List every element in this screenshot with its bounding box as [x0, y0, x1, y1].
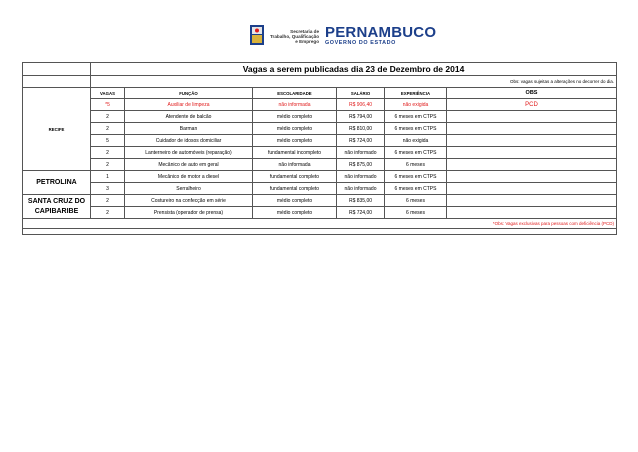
logo-line-2: Trabalho, Qualificação	[270, 33, 320, 39]
header-vagas: VAGAS	[91, 88, 125, 99]
cell-obs	[447, 159, 617, 171]
cell-obs	[447, 111, 617, 123]
header-salario: SALÁRIO	[337, 88, 385, 99]
cell-obs	[447, 183, 617, 195]
note-row	[23, 76, 617, 88]
cell-experiencia: 6 meses em CTPS	[385, 183, 447, 195]
city-petrolina: PETROLINA	[23, 171, 91, 195]
cell-obs	[447, 171, 617, 183]
table-row	[23, 159, 617, 171]
cell-obs	[447, 195, 617, 207]
cell-funcao: Mecânico de auto em geral	[125, 159, 253, 171]
logo-line-1: Secretaria de	[290, 28, 320, 34]
cell-funcao: Auxiliar de limpeza	[125, 99, 253, 111]
cell-obs: PCD	[447, 99, 617, 111]
logo-secretaria-text	[270, 29, 319, 44]
obs-note: Obs: vagas sujeitas a alterações no decorrer do dia.	[91, 76, 617, 88]
cell-escolaridade: fundamental completo	[253, 183, 337, 195]
cell-escolaridade: não informada	[253, 159, 337, 171]
cell-salario: não informado	[337, 183, 385, 195]
jobs-table	[22, 62, 617, 235]
cell-vagas: 2	[91, 159, 125, 171]
cell-obs	[447, 147, 617, 159]
table-row	[23, 111, 617, 123]
cell-escolaridade: médio completo	[253, 195, 337, 207]
cell-experiencia: 6 meses	[385, 159, 447, 171]
logo-main-text: PERNAMBUCO	[325, 24, 437, 41]
footnote-row	[23, 219, 617, 229]
cell-funcao: Cuidador de idosos domiciliar	[125, 135, 253, 147]
blank-cell	[23, 229, 617, 235]
cell-obs	[447, 123, 617, 135]
header-obs: OBS	[447, 88, 617, 99]
city-santa-cruz: SANTA CRUZ DO CAPIBARIBE	[23, 195, 91, 219]
cell-funcao: Lanterneiro de automóveis (reparação)	[125, 147, 253, 159]
header-logo	[248, 22, 436, 50]
cell-experiencia: 6 meses	[385, 207, 447, 219]
note-corner-cell	[23, 76, 91, 88]
cell-escolaridade: não informada	[253, 99, 337, 111]
cell-funcao: Barman	[125, 123, 253, 135]
table-row	[23, 183, 617, 195]
cell-salario: R$ 875,00	[337, 159, 385, 171]
header-row	[23, 88, 617, 99]
cell-vagas: 2	[91, 195, 125, 207]
cell-salario: R$ 724,00	[337, 207, 385, 219]
table-row	[23, 147, 617, 159]
cell-salario: R$ 906,40	[337, 99, 385, 111]
cell-escolaridade: fundamental incompleto	[253, 147, 337, 159]
cell-escolaridade: médio completo	[253, 111, 337, 123]
cell-funcao: Prensista (operador de prensa)	[125, 207, 253, 219]
page-title: Vagas a serem publicadas dia 23 de Dezembro de 2014	[91, 63, 617, 76]
table-row	[23, 135, 617, 147]
cell-funcao: Costureiro na confecção em série	[125, 195, 253, 207]
cell-experiencia: não exigida	[385, 135, 447, 147]
cell-escolaridade: médio completo	[253, 123, 337, 135]
cell-funcao: Serralheiro	[125, 183, 253, 195]
cell-escolaridade: médio completo	[253, 207, 337, 219]
blank-row	[23, 229, 617, 235]
table-row	[23, 99, 617, 111]
cell-salario: R$ 724,00	[337, 135, 385, 147]
cell-experiencia: 6 meses em CTPS	[385, 123, 447, 135]
city-recife: RECIFE	[23, 88, 91, 171]
cell-salario: R$ 810,00	[337, 123, 385, 135]
cell-escolaridade: fundamental completo	[253, 171, 337, 183]
cell-salario: R$ 794,00	[337, 111, 385, 123]
cell-vagas: 1	[91, 171, 125, 183]
logo-line-3: e Emprego	[295, 38, 320, 44]
logo-wordmark	[325, 25, 436, 47]
table-row	[23, 123, 617, 135]
cell-obs	[447, 135, 617, 147]
cell-funcao: Mecânico de motor a diesel	[125, 171, 253, 183]
cell-salario: não informado	[337, 147, 385, 159]
cell-funcao: Atendente de balcão	[125, 111, 253, 123]
table-row	[23, 171, 617, 183]
cell-experiencia: 6 meses em CTPS	[385, 171, 447, 183]
cell-vagas: 2	[91, 111, 125, 123]
title-corner-cell	[23, 63, 91, 76]
title-row	[23, 63, 617, 76]
header-experiencia: EXPERIÊNCIA	[385, 88, 447, 99]
cell-salario: não informado	[337, 171, 385, 183]
cell-escolaridade: médio completo	[253, 135, 337, 147]
table-row	[23, 195, 617, 207]
cell-salario: R$ 835,00	[337, 195, 385, 207]
logo-sub-text: GOVERNO DO ESTADO	[325, 40, 396, 46]
table-row	[23, 207, 617, 219]
cell-obs	[447, 207, 617, 219]
cell-vagas: 2	[91, 123, 125, 135]
cell-vagas: 2	[91, 147, 125, 159]
cell-vagas: *5	[91, 99, 125, 111]
cell-vagas: 3	[91, 183, 125, 195]
cell-experiencia: não exigida	[385, 99, 447, 111]
header-escolaridade: ESCOLARIDADE	[253, 88, 337, 99]
cell-experiencia: 6 meses em CTPS	[385, 111, 447, 123]
state-emblem-icon	[248, 23, 266, 49]
cell-experiencia: 6 meses	[385, 195, 447, 207]
footnote: *Obs: Vagas exclusivas para pessoas com deficiência (PCD)	[23, 219, 617, 229]
header-funcao: FUNÇÃO	[125, 88, 253, 99]
cell-vagas: 2	[91, 207, 125, 219]
cell-vagas: 5	[91, 135, 125, 147]
cell-experiencia: 6 meses em CTPS	[385, 147, 447, 159]
